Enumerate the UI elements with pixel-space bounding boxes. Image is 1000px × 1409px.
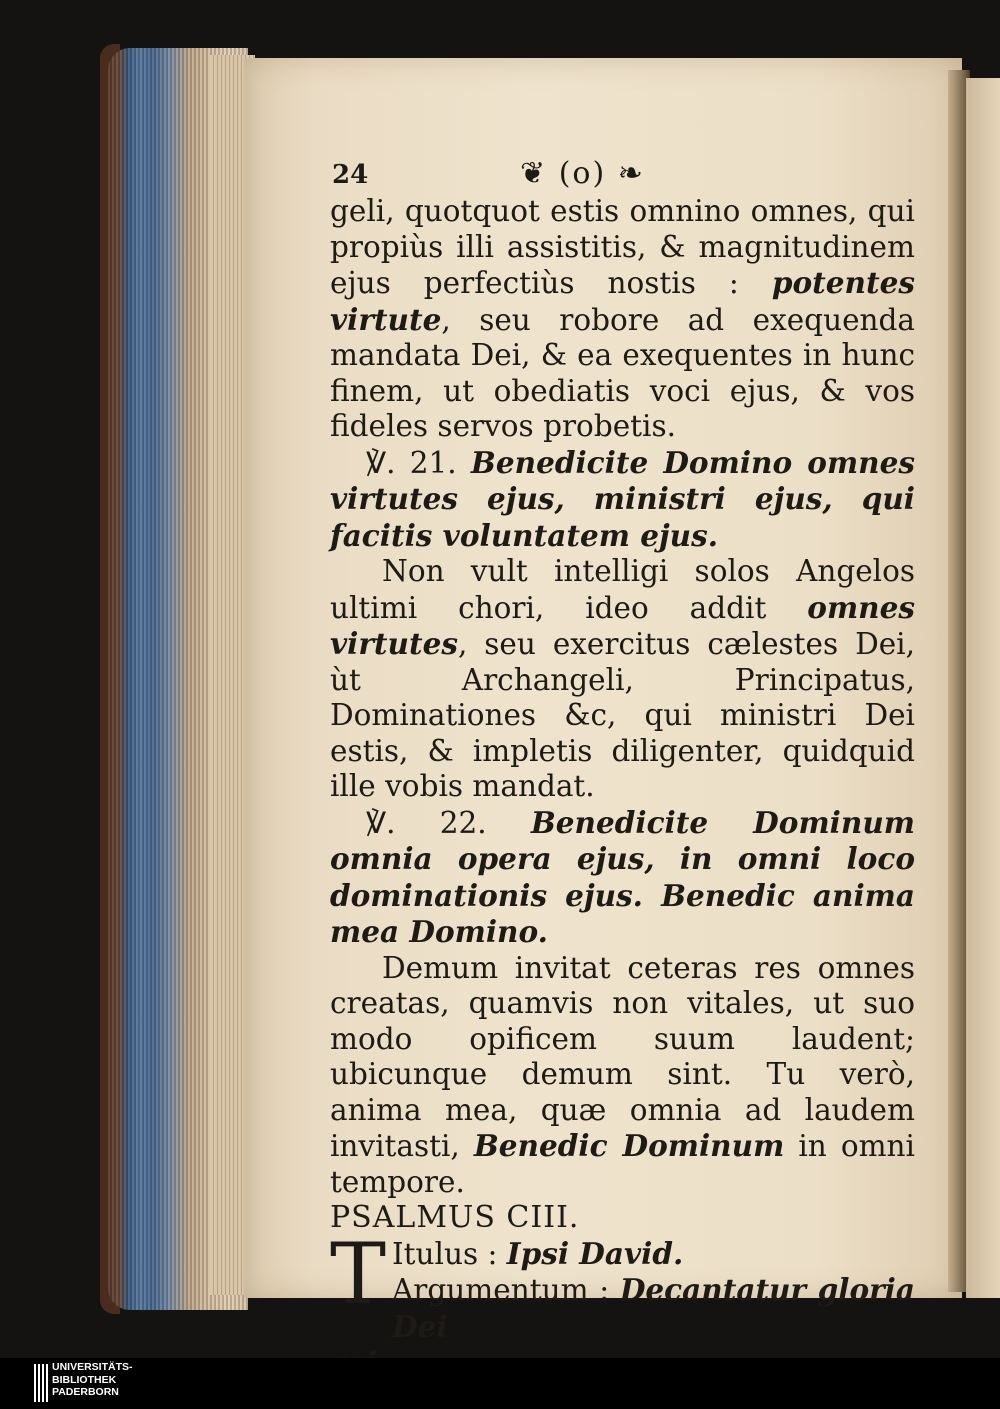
library-logo-icon (34, 1364, 48, 1402)
page-header (330, 158, 915, 194)
paragraph-1: geli, quotquot estis omnino omnes, qui propiùs illi assistitis, & magnitudinem ejus perfectiùs nostis : potentes virtute, seu robore ad exequenda mandata Dei, & ea exequentes in hunc finem, ut obediatis voci ejus, & vos fideles servos probetis. (330, 194, 915, 443)
titulus-line: Itulus : Ipsi David. (392, 1235, 684, 1271)
paragraph-3: Demum invitat ceteras res omnes creatas, quamvis non vitales, ut suo modo opificem suum laudent; ubicunque demum sint. Tu verò, anima mea, quæ omnia ad laudem invitasti, Benedic Dominum in omni tempore. (330, 950, 915, 1199)
facing-page-edge (966, 78, 1000, 1298)
drop-cap: T (330, 1224, 387, 1323)
running-head: ❦ (o) ❧ (520, 156, 645, 191)
verse-21: ℣. 21. Benedicite Domino omnes virtutes ejus, ministri ejus, qui facitis voluntatem ejus. (330, 444, 915, 553)
titulus-block (330, 1224, 915, 1346)
ornament-right-icon: ❧ (606, 156, 645, 191)
psalm-title: PSALMUS CIII. (330, 1200, 580, 1235)
verse-22: ℣. 22. Benedicite Dominum omnia opera ejus, in omni loco dominationis ejus. Benedic anima mea Domino. (330, 804, 915, 949)
page-text (330, 158, 915, 1381)
footer-bar (0, 1358, 1000, 1409)
library-logo-text: UNIVERSITÄTS- BIBLIOTHEK PADERBORN (52, 1361, 133, 1398)
page-number: 24 (332, 160, 369, 190)
paragraph-2: Non vult intelligi solos Angelos ultimi chori, ideo addit omnes virtutes, seu exercitus cælestes Dei, ùt Archangeli, Principatus, Dominationes &c, qui ministri Dei estis, & impletis diligenter, quidquid ille vobis mandat. (330, 554, 915, 803)
ornament-left-icon: ❦ (520, 156, 559, 191)
argumentum-line: Argumentum : Decantatur gloria Dei (392, 1272, 915, 1344)
